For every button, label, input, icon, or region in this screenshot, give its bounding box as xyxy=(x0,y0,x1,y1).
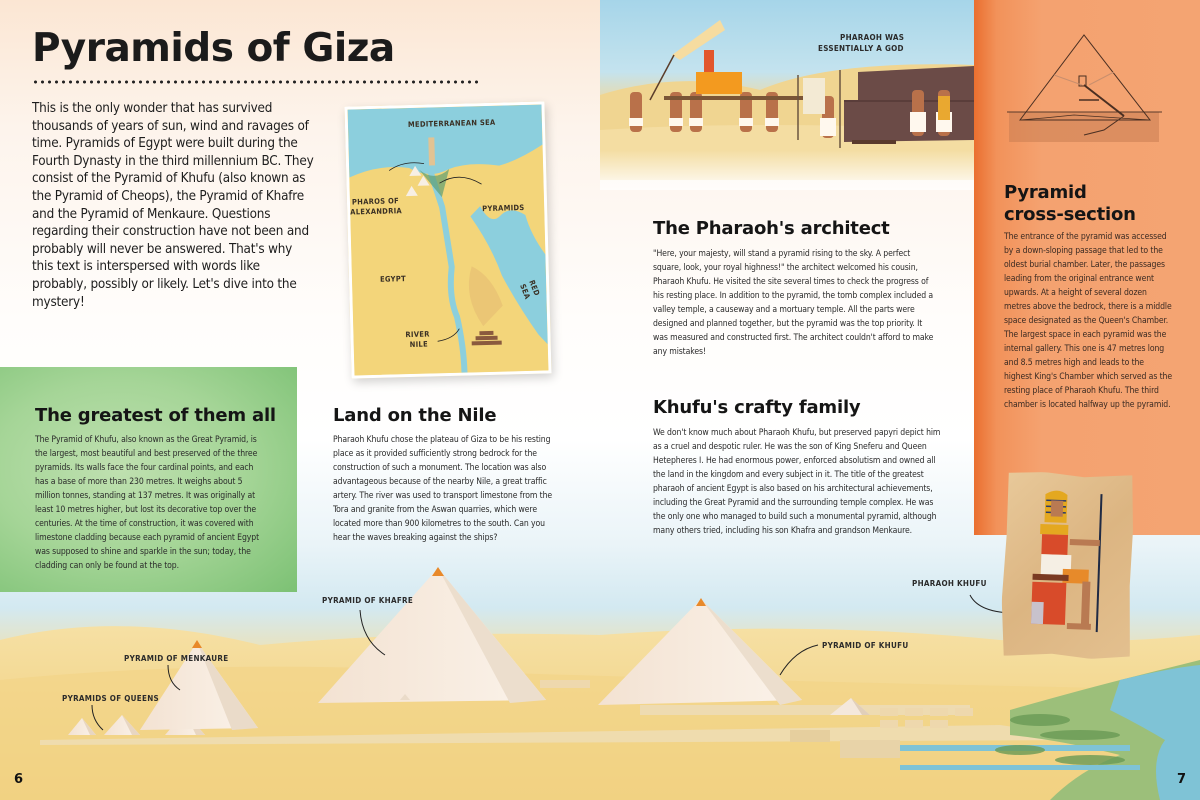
map-label-river-2: NILE xyxy=(409,339,429,350)
family-body: We don't know much about Pharaoh Khufu, but preserved papyri depict him as a cruel and despotic ruler. He was the son of King Sneferu and Queen Hetepheres I. He had enormous power, enforced absolutism and owned all the land in the kingdom and every subject in it. The title of the greatest pharaoh of ancient Egypt is also based on his architectural achievements, including the Great Pyramid and the surrounding temple complex. He was the only one who managed to build such a monumental pyramid, although many others tried, including his son Khafra and grandson Menkaure. xyxy=(653,428,941,536)
scene-label-1: PHARAOH WAS xyxy=(840,33,905,42)
pharaoh-papyrus xyxy=(1000,471,1136,660)
map-label-pharos-2: ALEXANDRIA xyxy=(350,206,403,217)
dotted-divider xyxy=(32,80,480,84)
map-label-egypt: EGYPT xyxy=(379,274,407,284)
map-label-mediterranean: MEDITERRANEAN SEA xyxy=(407,117,496,130)
cross-section-body: The entrance of the pyramid was accessed by a down-sloping passage that led to the oldest burial chamber. Later, the passages leading from the original entrance went upwards. At a height of several dozen metres above the bedrock, there is a middle space designated as the Queen's Chamber. The largest space in each pyramid was the internal gallery. This one is 47 metres long and 8.5 metres high and leads to the highest King's Chamber which served as the resting place of Pharaoh Khufu. The third chamber is located halfway up the pyramid. xyxy=(1004,232,1172,410)
scene-label-2: ESSENTIALLY A GOD xyxy=(818,44,904,53)
map-label-pharos-1: PHAROS OF xyxy=(351,196,400,207)
map-label-red-sea: RED SEA xyxy=(518,278,542,301)
map-label-pyramids: PYRAMIDS xyxy=(482,202,525,214)
page-number-right: 7 xyxy=(1177,772,1187,787)
egypt-map xyxy=(344,101,551,378)
architect-body: "Here, your majesty, will stand a pyramid rising to the sky. A perfect square, look, your royal highness!" the architect welcomed his cousin, Pharaoh Khufu. He visited the site several times to check the progress of his resting place. In addition to the pyramid, the tomb complex included a valley temple, a causeway and a mortuary temple. All the parts were designed and planned together, but the pyramid was the top priority. It was measured and constructed first. The architect couldn't afford to make any mistakes! xyxy=(653,249,934,357)
cross-section-heading-2: cross-section xyxy=(1004,204,1136,225)
cross-section-heading-1: Pyramid xyxy=(1004,182,1087,203)
intro-paragraph: This is the only wonder that has survived thousands of years of sun, wind and ravages of time. Pyramids of Egypt were built during the Fourth Dynasty in the third millennium BC. They consist of the Pyramid of Khufu (also known as the Pyramid of Cheops), the Pyramid of Khafre and the Pyramid of Menkaure. Questions regarding their construction have not been and probably will never be answered. That's why this text is interspersed with words like probably, possibly or likely. Let's dive into the mystery! xyxy=(32,101,314,310)
architect-heading: The Pharaoh's architect xyxy=(653,218,890,239)
page-number-left: 6 xyxy=(14,772,24,787)
pharaoh-khufu-illustration xyxy=(1000,471,1136,660)
nile-heading: Land on the Nile xyxy=(333,405,497,426)
nile-body: Pharaoh Khufu chose the plateau of Giza to be his resting place as it provided sufficiently strong bedrock for the construction of such a monument. The location was also advantageous because of the nearby Nile, a great traffic artery. The river was used to transport limestone from the Tora and granite from the Aswan quarries, which were located more than 900 kilometres to the south. Can you hear the waves breaking against the ships? xyxy=(333,435,553,543)
family-heading: Khufu's crafty family xyxy=(653,397,861,418)
cross-section-heading xyxy=(1004,182,1136,226)
greatest-body: The Pyramid of Khufu, also known as the Great Pyramid, is the largest, most beautiful and best preserved of the three pyramids. Its walls face the four cardinal points, and each has a base of more than 230 metres. It weighs about 5 million tonnes, standing at 137 metres. It was originally at least 10 metres higher, but lost its decorative top over the centuries. At the time of construction, it was covered with limestone cladding because each pyramid of ancient Egypt was supposed to shine and sparkle in the sun; today, the cladding can only be found at the top. xyxy=(35,435,259,571)
label-pharaoh-khufu: PHARAOH KHUFU xyxy=(912,579,987,588)
label-khafre: PYRAMID OF KHAFRE xyxy=(322,596,414,605)
cross-section-panel xyxy=(974,0,1200,535)
greatest-heading: The greatest of them all xyxy=(35,405,276,426)
scene-fade xyxy=(600,150,974,190)
label-queens: PYRAMIDS OF QUEENS xyxy=(62,694,160,703)
pyramid-cross-section-diagram xyxy=(1004,30,1164,145)
page-title: Pyramids of Giza xyxy=(32,26,395,71)
label-khufu: PYRAMID OF KHUFU xyxy=(822,641,909,650)
map-illustration xyxy=(348,105,549,376)
greatest-panel xyxy=(0,367,297,592)
map-label-river-1: RIVER xyxy=(405,329,430,340)
label-menkaure: PYRAMID OF MENKAURE xyxy=(124,654,229,663)
